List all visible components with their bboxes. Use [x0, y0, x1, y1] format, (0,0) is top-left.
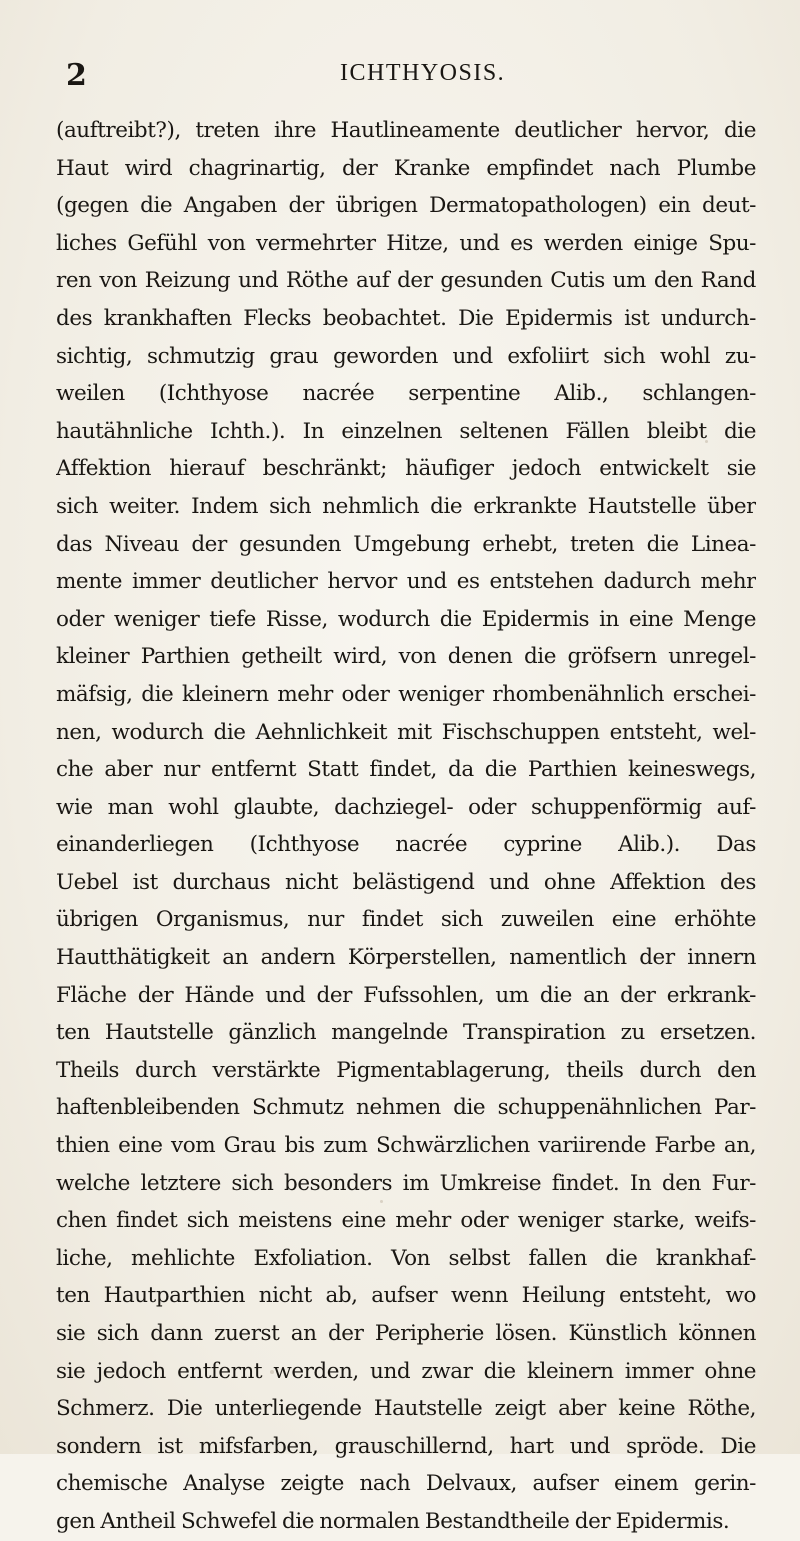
text-line: übrigen Organismus, nur findet sich zuweilen eine erhöhte [56, 907, 756, 933]
body-text [56, 112, 756, 1541]
paper-speck [380, 1200, 383, 1203]
text-line: einanderliegen (Ichthyose nacrée cyprine Alib.). Das [56, 832, 756, 858]
text-line: das Niveau der gesunden Umgebung erhebt, treten die Linea- [56, 531, 756, 557]
text-line: welche letztere sich besonders im Umkreise findet. In den Fur- [56, 1170, 756, 1196]
page-header [0, 58, 800, 98]
text-line: ten Hautparthien nicht ab, aufser wenn Heilung entsteht, wo [56, 1283, 756, 1309]
text-line: Haut wird chagrinartig, der Kranke empfindet nach Plumbe [56, 155, 756, 181]
text-line: liches Gefühl von vermehrter Hitze, und es werden einige Spu- [56, 230, 756, 256]
text-line: che aber nur entfernt Statt findet, da die Parthien keineswegs, [56, 757, 756, 783]
text-line: hautähnliche Ichth.). In einzelnen seltenen Fällen bleibt die [56, 418, 756, 444]
text-line: liche, mehlichte Exfoliation. Von selbst fallen die krankhaf- [56, 1245, 756, 1271]
text-line: haftenbleibenden Schmutz nehmen die schuppenähnlichen Par- [56, 1095, 756, 1121]
page-number: 2 [66, 58, 88, 93]
text-line: oder weniger tiefe Risse, wodurch die Epidermis in eine Menge [56, 606, 756, 632]
text-line: ten Hautstelle gänzlich mangelnde Transpiration zu ersetzen. [56, 1020, 756, 1046]
text-line: Fläche der Hände und der Fufssohlen, um die an der erkrank- [56, 982, 756, 1008]
text-line: Affektion hierauf beschränkt; häufiger jedoch entwickelt sie [56, 456, 756, 482]
text-line: nen, wodurch die Aehnlichkeit mit Fischschuppen entsteht, wel- [56, 719, 756, 745]
text-line: sie jedoch entfernt werden, und zwar die kleinern immer ohne [56, 1358, 756, 1384]
text-line: gen Antheil Schwefel die normalen Bestandtheile der Epidermis. [56, 1508, 730, 1534]
text-line: sie sich dann zuerst an der Peripherie lösen. Künstlich können [56, 1321, 756, 1346]
text-line: sondern ist mifsfarben, grauschillernd, hart und spröde. Die [56, 1433, 756, 1459]
text-line: weilen (Ichthyose nacrée serpentine Alib., schlangen- [56, 381, 756, 407]
text-line: kleiner Parthien getheilt wird, von denen die gröfsern unregel- [56, 644, 756, 670]
text-line: mente immer deutlicher hervor und es entstehen dadurch mehr [56, 569, 756, 595]
text-line: wie man wohl glaubte, dachziegel- oder schuppenförmig auf- [56, 794, 756, 820]
text-line: mäfsig, die kleinern mehr oder weniger rhombenähnlich erschei- [56, 681, 756, 707]
text-line: Uebel ist durchaus nicht belästigend und ohne Affektion des [56, 869, 756, 895]
text-line: sichtig, schmutzig grau geworden und exfoliirt sich wohl zu- [56, 343, 756, 369]
text-line: (auftreibt?), treten ihre Hautlineamente deutlicher hervor, die [56, 118, 756, 143]
text-line: ren von Reizung und Röthe auf der gesunden Cutis um den Rand [56, 268, 756, 294]
text-line: (gegen die Angaben der übrigen Dermatopathologen) ein deut- [56, 193, 756, 219]
text-line: Hautthätigkeit an andern Körperstellen, namentlich der innern [56, 945, 756, 971]
paper-speck [705, 440, 708, 443]
text-line: chen findet sich meistens eine mehr oder weniger starke, weifs- [56, 1208, 756, 1234]
text-line: Theils durch verstärkte Pigmentablagerung, theils durch den [56, 1057, 756, 1083]
text-line: sich weiter. Indem sich nehmlich die erkrankte Hautstelle über [56, 493, 756, 519]
text-line: chemische Analyse zeigte nach Delvaux, aufser einem gerin- [56, 1471, 756, 1497]
paper-speck [270, 1370, 274, 1374]
text-line: des krankhaften Flecks beobachtet. Die Epidermis ist undurch- [56, 305, 756, 331]
running-head: ICHTHYOSIS. [340, 60, 506, 86]
text-line: thien eine vom Grau bis zum Schwärzlichen variirende Farbe an, [56, 1133, 756, 1159]
text-line: Schmerz. Die unterliegende Hautstelle zeigt aber keine Röthe, [56, 1396, 756, 1422]
